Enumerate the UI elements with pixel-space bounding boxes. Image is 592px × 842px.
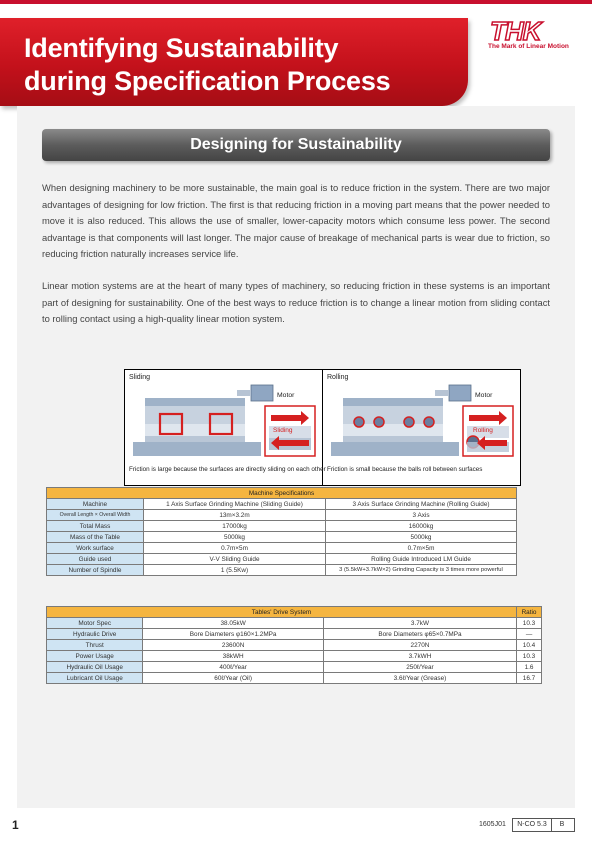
rolling-value: 16000kg xyxy=(326,521,517,532)
rolling-value: 3.7kW xyxy=(323,618,516,629)
table-row xyxy=(47,554,517,565)
ratio-value: — xyxy=(517,629,542,640)
rolling-value: 3 (5.5kW+3.7kW×2) Grinding Capacity is 3 times more powerful xyxy=(326,565,517,576)
section-heading: Designing for Sustainability xyxy=(42,129,550,161)
sliding-diagram xyxy=(125,370,326,485)
drive-table-title: Tables' Drive System xyxy=(47,607,517,618)
document-reference: N-CO 5.3 xyxy=(512,818,552,832)
page-number: 1 xyxy=(12,818,19,832)
rolling-label: Rolling xyxy=(327,374,349,381)
sliding-value: 5000kg xyxy=(144,532,326,543)
logo-mark: THK xyxy=(490,16,541,46)
table-row xyxy=(47,532,517,543)
document-code: 1605J01 xyxy=(479,821,506,828)
table-row xyxy=(47,673,542,684)
row-label: Mass of the Table xyxy=(47,532,144,543)
sliding-value: 0.7m×5m xyxy=(144,543,326,554)
table-row xyxy=(47,640,542,651)
sliding-caption: Friction is large because the surfaces are directly sliding on each other xyxy=(129,466,326,473)
rolling-value: Bore Diameters φ65×0.7MPa xyxy=(323,629,516,640)
sliding-value: Bore Diameters φ160×1.2MPa xyxy=(143,629,323,640)
table-row xyxy=(47,618,542,629)
sliding-value: 13m×3.2m xyxy=(144,510,326,521)
row-label: Hydraulic Oil Usage xyxy=(47,662,143,673)
table-row xyxy=(47,521,517,532)
rolling-value: 3.6ℓ/Year (Grease) xyxy=(323,673,516,684)
sliding-value: 17000kg xyxy=(144,521,326,532)
rolling-value: 3.7kWH xyxy=(323,651,516,662)
rolling-value: 0.7m×5m xyxy=(326,543,517,554)
sliding-inset-label: Sliding xyxy=(273,427,293,434)
rolling-value: 3 Axis Surface Grinding Machine (Rolling Guide) xyxy=(326,499,517,510)
ratio-header: Ratio xyxy=(517,607,542,618)
table-row xyxy=(47,510,517,521)
row-label: Guide used xyxy=(47,554,144,565)
sliding-rolling-diagram xyxy=(124,369,521,486)
drive-system-table xyxy=(46,606,542,684)
machine-specifications-table xyxy=(46,487,517,576)
table-row xyxy=(47,565,517,576)
sliding-value: 1 (5.5Kw) xyxy=(144,565,326,576)
rolling-value: 250ℓ/Year xyxy=(323,662,516,673)
table-header-row xyxy=(47,607,542,618)
rolling-value: 5000kg xyxy=(326,532,517,543)
row-label: Lubricant Oil Usage xyxy=(47,673,143,684)
row-label: Number of Spindle xyxy=(47,565,144,576)
sliding-value: 23600N xyxy=(143,640,323,651)
document-revision: B xyxy=(550,818,575,832)
row-label: Motor Spec xyxy=(47,618,143,629)
sliding-label: Sliding xyxy=(129,374,151,381)
row-label: Machine xyxy=(47,499,144,510)
rolling-caption: Friction is small because the balls roll between surfaces xyxy=(327,466,483,473)
ratio-value: 1.6 xyxy=(517,662,542,673)
thk-logo xyxy=(482,18,582,50)
sliding-value: 400ℓ/Year xyxy=(143,662,323,673)
row-label: Thrust xyxy=(47,640,143,651)
ratio-value: 10.4 xyxy=(517,640,542,651)
machine-table-title: Machine Specifications xyxy=(47,488,517,499)
sliding-value: V-V Sliding Guide xyxy=(144,554,326,565)
ratio-value: 10.3 xyxy=(517,651,542,662)
rolling-value: Rolling Guide Introduced LM Guide xyxy=(326,554,517,565)
row-label: Hydraulic Drive xyxy=(47,629,143,640)
sliding-value: 38.05kW xyxy=(143,618,323,629)
row-label: Overall Length × Overall Width xyxy=(47,510,144,521)
table-row xyxy=(47,662,542,673)
table-row xyxy=(47,499,517,510)
sliding-motor-label: Motor xyxy=(277,392,295,399)
rolling-value: 3 Axis xyxy=(326,510,517,521)
logo-tagline: The Mark of Linear Motion xyxy=(488,43,569,50)
sliding-value: 38kWH xyxy=(143,651,323,662)
sliding-value: 60ℓ/Year (Oil) xyxy=(143,673,323,684)
table-row xyxy=(47,543,517,554)
paragraph-1: When designing machinery to be more sustainable, the main goal is to reduce friction in the system. There are two major advantages of designing for low friction. The first is that reducing friction in a moving part means that the power needed to move it is also reduced. This allows the use of smaller, lower-capacity motors which consume less power. The second advantage is that components will last longer. The major cause of breakage of mechanical parts is wear due to friction, so reducing friction naturally increases service life. xyxy=(42,182,550,260)
rolling-motor-label: Motor xyxy=(475,392,493,399)
paragraph-2: Linear motion systems are at the heart of many types of machinery, so reducing friction in these systems is an important part of designing for sustainability. One of the best ways to reduce friction is to change a linear motion from sliding contact to rolling contact using a high-quality linear motion system. xyxy=(42,280,550,325)
top-accent-bar xyxy=(0,0,592,4)
page-title: Identifying Sustainability during Specification Process xyxy=(24,33,391,96)
table-row xyxy=(47,651,542,662)
table-header-row xyxy=(47,488,517,499)
ratio-value: 16.7 xyxy=(517,673,542,684)
sliding-value: 1 Axis Surface Grinding Machine (Sliding Guide) xyxy=(144,499,326,510)
row-label: Work surface xyxy=(47,543,144,554)
rolling-diagram xyxy=(323,370,520,485)
rolling-inset-label: Rolling xyxy=(473,427,493,434)
table-row xyxy=(47,629,542,640)
ratio-value: 10.3 xyxy=(517,618,542,629)
row-label: Power Usage xyxy=(47,651,143,662)
row-label: Total Mass xyxy=(47,521,144,532)
rolling-value: 2270N xyxy=(323,640,516,651)
